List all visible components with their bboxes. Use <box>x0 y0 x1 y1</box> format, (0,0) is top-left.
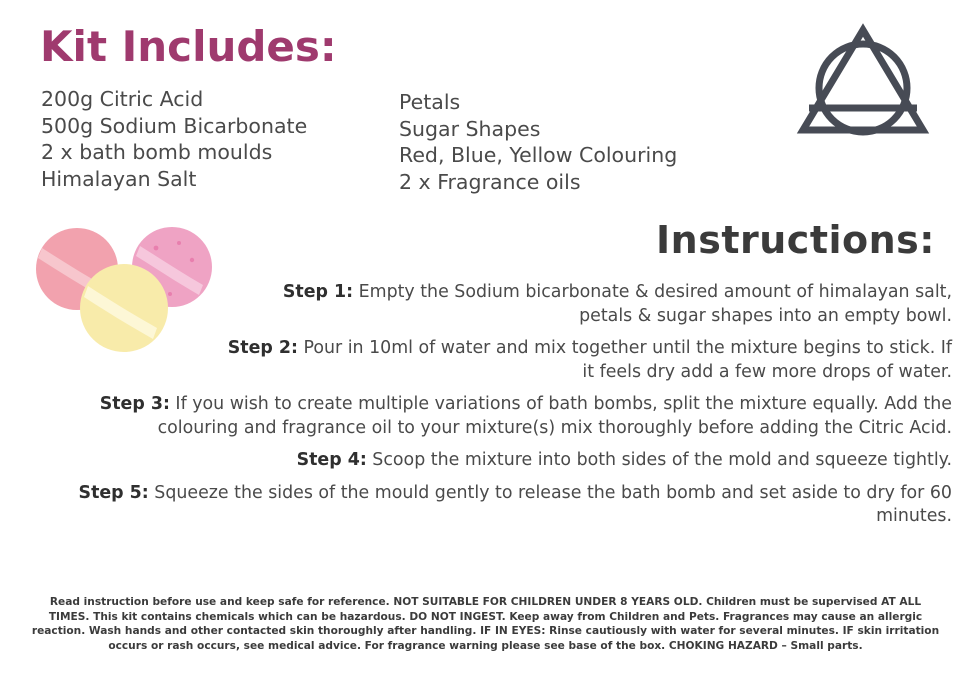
kit-includes-right-column <box>399 89 677 195</box>
list-item <box>36 393 952 440</box>
list-item: 200g Citric Acid <box>41 87 204 111</box>
kit-includes-left-column <box>41 86 307 192</box>
step-label: Step 4: <box>296 450 367 470</box>
step-label: Step 1: <box>282 282 354 302</box>
step-label: Step 3: <box>99 394 170 414</box>
safety-warning-text: Read instruction before use and keep safe for reference. NOT SUITABLE FOR CHILDREN UNDER 8 YEARS OLD. Children must be supervised AT ALL TIMES. This kit contains chemicals which can be hazardous. DO NOT INGEST. Keep away from Children and Pets. Fragrances may cause an allergic reaction. Wash hands and other contacted skin thoroughly after handling. IF IN EYES: Rinse cautiously with water for several minutes. IF skin irritation occurs or rash occurs, see medical advice. For fragrance warning please see base of the box. CHOKING HAZARD – Small parts. <box>31 596 940 652</box>
step-text: If you wish to create multiple variations of bath bombs, split the mixture equally. Add the colouring and fragrance oil to your mixture(s) mix thoroughly before adding the Citric Acid. <box>157 394 952 438</box>
list-item <box>36 337 952 384</box>
step-text: Squeeze the sides of the mould gently to release the bath bomb and set aside to dry for 60 minutes. <box>148 482 952 526</box>
step-text: Pour in 10ml of water and mix together until the mixture begins to stick. If it feels dry add a few more drops of water. <box>297 338 952 382</box>
list-item: 2 x Fragrance oils <box>399 169 581 194</box>
step-label: Step 2: <box>227 338 298 358</box>
kit-includes-title: Kit Includes: <box>40 22 337 71</box>
instructions-title: Instructions: <box>656 218 935 262</box>
list-item: Sugar Shapes <box>399 116 541 141</box>
list-item <box>36 449 952 473</box>
instruction-steps <box>36 281 952 538</box>
list-item: 2 x bath bomb moulds <box>41 140 273 164</box>
step-text: Empty the Sodium bicarbonate & desired amount of himalayan salt, petals & sugar shapes into an empty bowl. <box>353 282 952 326</box>
step-label: Step 5: <box>78 482 149 503</box>
brand-logo-icon <box>793 18 933 150</box>
list-item <box>36 281 952 328</box>
list-item: Himalayan Salt <box>41 166 197 191</box>
list-item: Red, Blue, Yellow Colouring <box>399 143 678 167</box>
list-item: Petals <box>399 90 461 114</box>
list-item <box>36 482 952 529</box>
list-item: 500g Sodium Bicarbonate <box>41 113 308 138</box>
step-text: Scoop the mixture into both sides of the mold and squeeze tightly. <box>366 450 952 470</box>
